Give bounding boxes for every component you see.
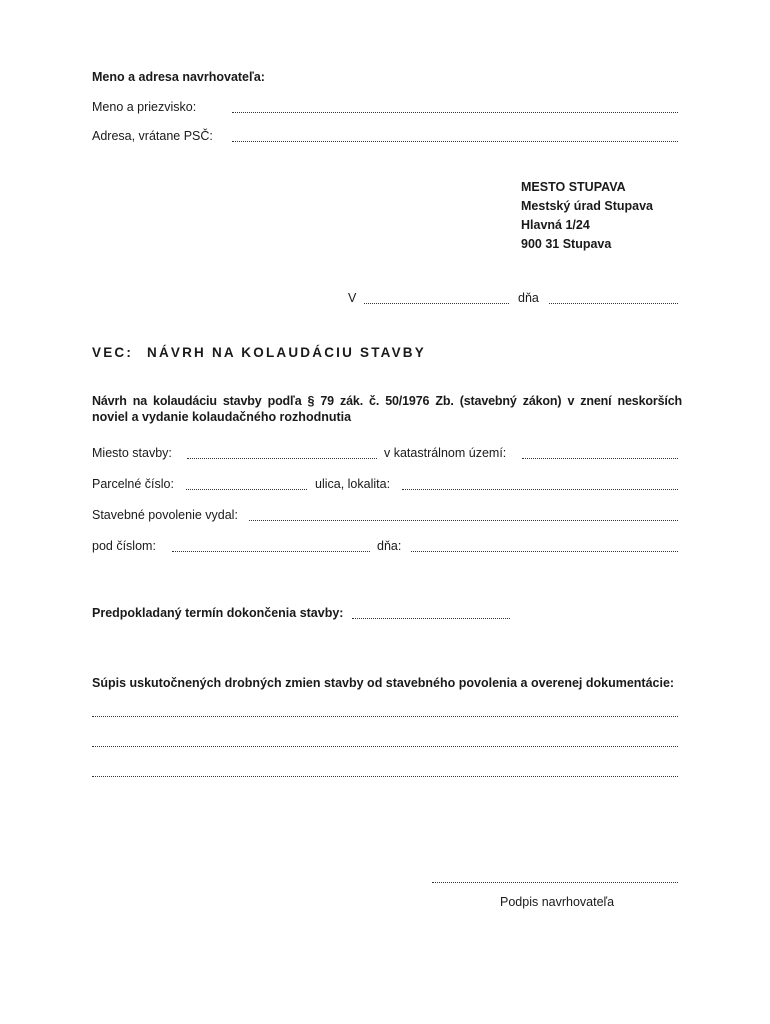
site-label: Miesto stavby: (92, 446, 172, 460)
completion-label: Predpokladaný termín dokončenia stavby: (92, 606, 344, 620)
street-field[interactable] (402, 489, 678, 490)
recipient-line: 900 31 Stupava (521, 237, 612, 251)
completion-field[interactable] (352, 618, 510, 619)
name-label: Meno a priezvisko: (92, 100, 197, 114)
permit-date-label: dňa: (377, 539, 402, 553)
recipient-line: Mestský úrad Stupava (521, 199, 653, 213)
applicant-heading: Meno a adresa navrhovateľa: (92, 70, 265, 84)
permit-label: Stavebné povolenie vydal: (92, 508, 238, 522)
permit-number-label: pod číslom: (92, 539, 156, 553)
parcel-label: Parcelné číslo: (92, 477, 174, 491)
changes-label: Súpis uskutočnených drobných zmien stavby od stavebného povolenia a overenej dokumentácie: (92, 676, 675, 690)
cadastre-label: v katastrálnom území: (384, 446, 507, 460)
intro-line: Návrh na kolaudáciu stavby podľa § 79 zák. č. 50/1976 Zb. (stavebný zákon) v znení neskorších (92, 394, 682, 408)
subject-label: VEC: (92, 345, 134, 360)
intro-paragraph (92, 393, 682, 425)
changes-line-3[interactable] (92, 776, 678, 777)
signature-label: Podpis navrhovateľa (500, 895, 615, 909)
changes-line-1[interactable] (92, 716, 678, 717)
site-field[interactable] (187, 458, 377, 459)
subject-title: NÁVRH NA KOLAUDÁCIU STAVBY (147, 345, 426, 360)
place-label: V (348, 291, 357, 305)
address-label: Adresa, vrátane PSČ: (92, 129, 213, 143)
address-field[interactable] (232, 141, 678, 142)
recipient-address (521, 178, 653, 254)
date-field[interactable] (549, 303, 678, 304)
changes-line-2[interactable] (92, 746, 678, 747)
signature-field[interactable] (432, 882, 678, 883)
permit-field[interactable] (249, 520, 678, 521)
parcel-field[interactable] (186, 489, 307, 490)
place-field[interactable] (364, 303, 509, 304)
permit-date-field[interactable] (411, 551, 678, 552)
recipient-line: MESTO STUPAVA (521, 180, 626, 194)
name-field[interactable] (232, 112, 678, 113)
street-label: ulica, lokalita: (315, 477, 391, 491)
intro-line: noviel a vydanie kolaudačného rozhodnutia (92, 410, 352, 424)
date-label: dňa (518, 291, 539, 305)
permit-number-field[interactable] (172, 551, 370, 552)
recipient-line: Hlavná 1/24 (521, 218, 590, 232)
cadastre-field[interactable] (522, 458, 678, 459)
